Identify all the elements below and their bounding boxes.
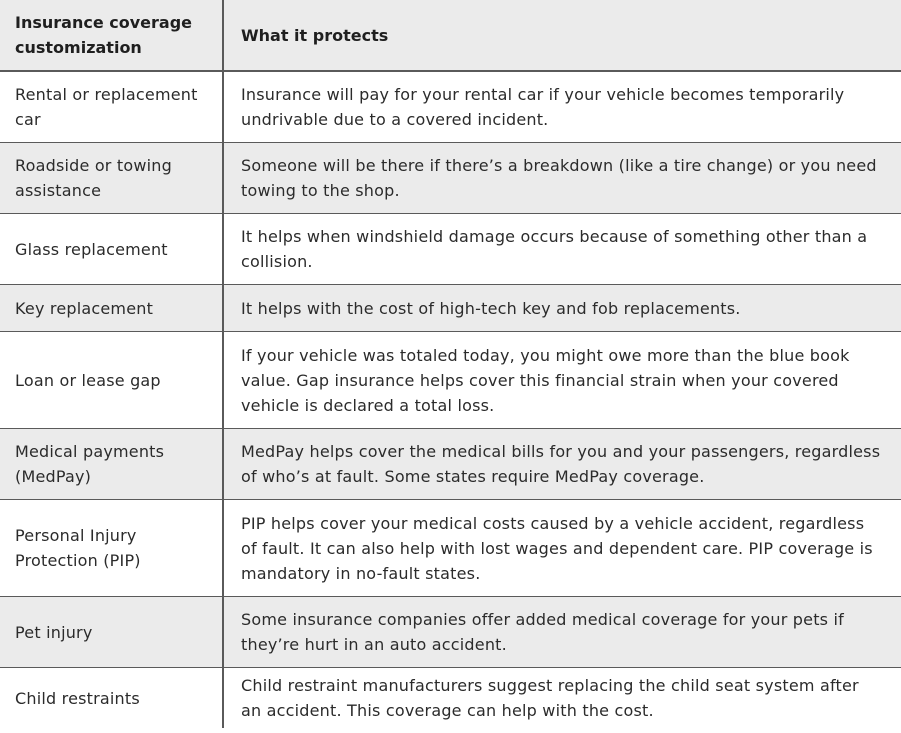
protects-cell: Child restraint manufacturers suggest replacing the child seat system after an accident. This coverage can help with the cost. (241, 676, 859, 720)
table-row (0, 668, 901, 729)
column-header-protects: What it protects (223, 0, 901, 71)
coverage-cell: Key replacement (0, 285, 223, 332)
coverage-cell: Personal Injury Protection (PIP) (0, 500, 223, 597)
table-row (0, 429, 901, 500)
protects-cell: If your vehicle was totaled today, you might owe more than the blue book value. Gap insurance helps cover this financial strain when your covered vehicle is declared a total loss. (223, 332, 901, 429)
protects-cell: Someone will be there if there’s a breakdown (like a tire change) or you need towing to the shop. (223, 143, 901, 214)
table-row (0, 214, 901, 285)
coverage-cell: Pet injury (0, 597, 223, 668)
protects-cell: It helps when windshield damage occurs because of something other than a collision. (223, 214, 901, 285)
table-row (0, 597, 901, 668)
coverage-cell: Medical payments (MedPay) (0, 429, 223, 500)
coverage-cell: Roadside or towing assistance (0, 143, 223, 214)
table-row (0, 500, 901, 597)
column-header-coverage: Insurance coverage customization (0, 0, 223, 71)
protects-cell: MedPay helps cover the medical bills for you and your passengers, regardless of who’s at fault. Some states require MedPay coverage. (223, 429, 901, 500)
table-row (0, 285, 901, 332)
protects-cell: Insurance will pay for your rental car if your vehicle becomes temporarily undrivable due to a covered incident. (223, 71, 901, 143)
table-row (0, 71, 901, 143)
table-row (0, 143, 901, 214)
coverage-cell: Glass replacement (0, 214, 223, 285)
coverage-cell: Child restraints (0, 668, 223, 729)
coverage-cell: Rental or replacement car (0, 71, 223, 143)
table-row (0, 332, 901, 429)
protects-cell: Some insurance companies offer added medical coverage for your pets if they’re hurt in an auto accident. (223, 597, 901, 668)
protects-cell: It helps with the cost of high-tech key and fob replacements. (223, 285, 901, 332)
coverage-cell: Loan or lease gap (0, 332, 223, 429)
protects-cell: PIP helps cover your medical costs caused by a vehicle accident, regardless of fault. It can also help with lost wages and dependent care. PIP coverage is mandatory in no-fault states. (223, 500, 901, 597)
table-header-row (0, 0, 901, 71)
